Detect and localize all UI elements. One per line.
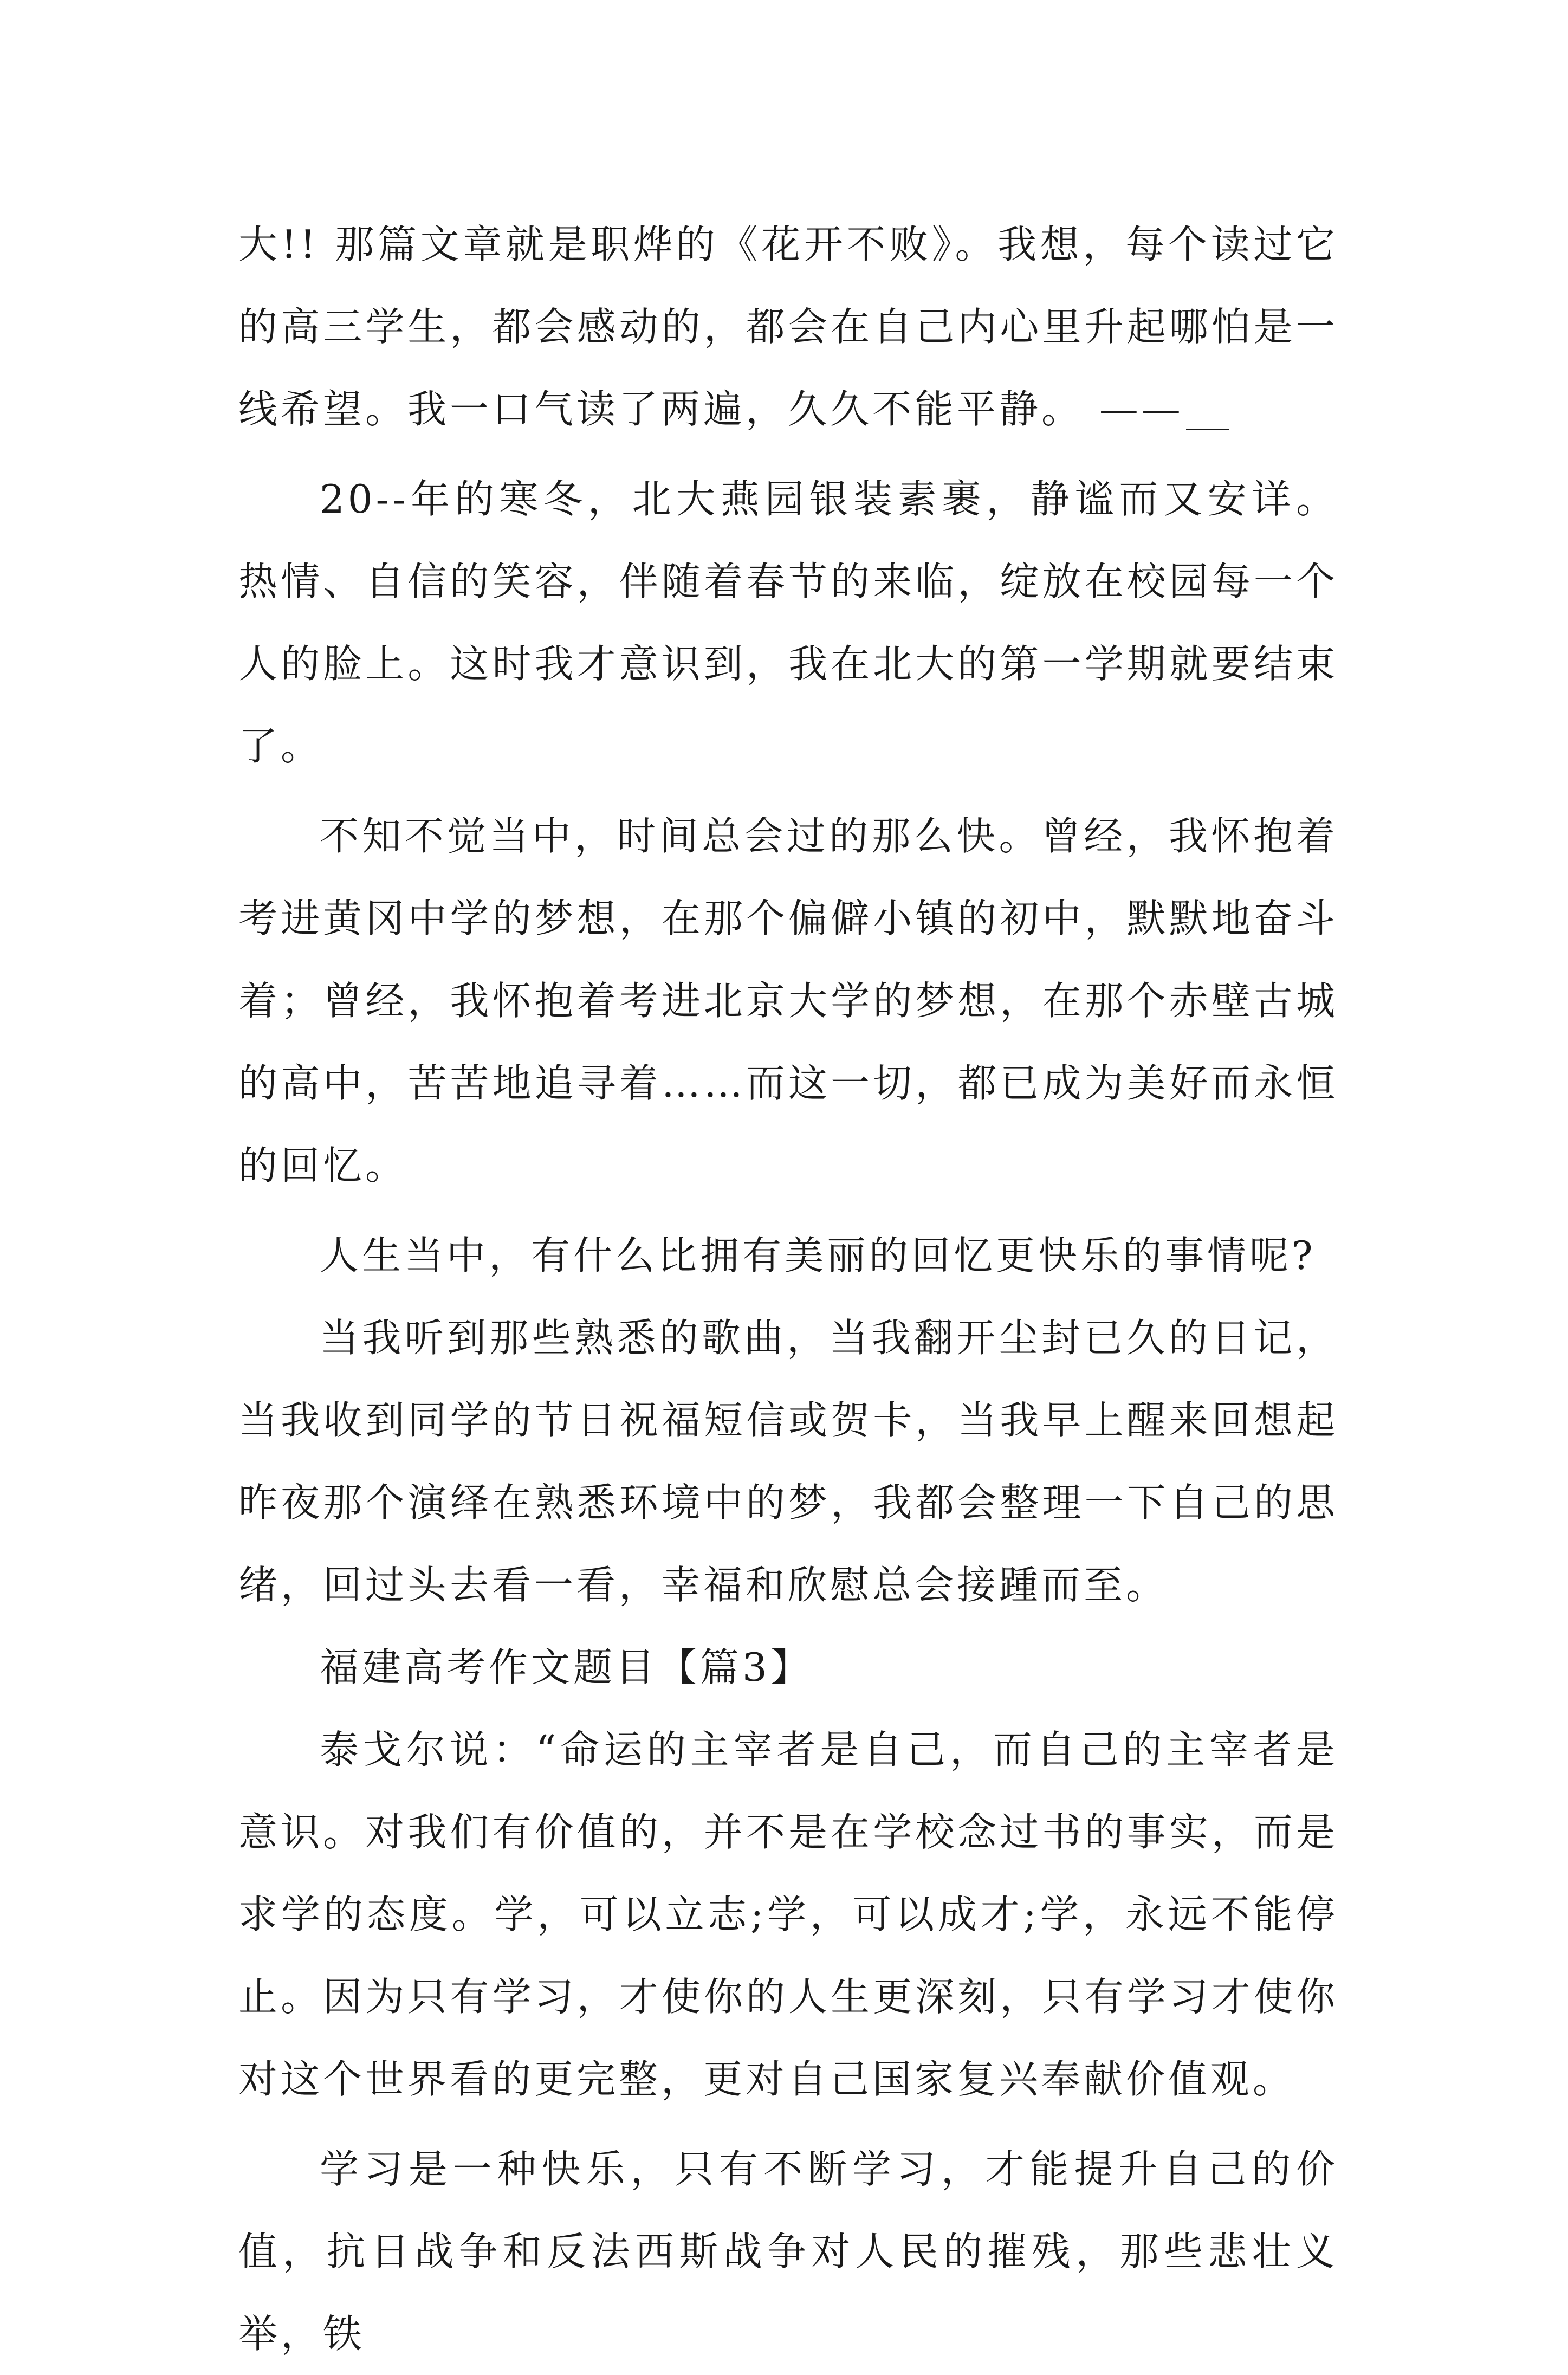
document-body	[238, 203, 1338, 2375]
trailing-underline	[1186, 429, 1229, 430]
paragraph: 20--年的寒冬，北大燕园银装素裹，静谧而又安详。热情、自信的笑容，伴随着春节的来临，绽放在校园每一个人的脸上。这时我才意识到，我在北大的第一学期就要结束了。	[238, 476, 1338, 769]
paragraph-continued	[238, 203, 1338, 450]
paragraph-text: 大!! 那篇文章就是职烨的《花开不败》。我想，每个读过它的高三学生，都会感动的，都会在自己内心里升起哪怕是一线希望。我一口气读了两遍，久久不能平静。 ——	[238, 222, 1338, 432]
paragraph: 人生当中，有什么比拥有美丽的回忆更快乐的事情呢?	[320, 1233, 1316, 1278]
paragraph: 学习是一种快乐，只有不断学习，才能提升自己的价值，抗日战争和反法西斯战争对人民的摧残，那些悲壮义举，铁	[238, 2146, 1338, 2357]
paragraph: 当我听到那些熟悉的歌曲，当我翻开尘封已久的日记，当我收到同学的节日祝福短信或贺卡，当我早上醒来回想起昨夜那个演绎在熟悉环境中的梦，我都会整理一下自己的思绪，回过头去看一看，幸福和欣慰总会接踵而至。	[238, 1315, 1338, 1608]
paragraph: 泰戈尔说：“命运的主宰者是自己，而自己的主宰者是意识。对我们有价值的，并不是在学校念过书的事实，而是求学的态度。学，可以立志;学，可以成才;学，永远不能停止。因为只有学习，才使你的人生更深刻，只有学习才使你对这个世界看的更完整，更对自己国家复兴奉献价值观。	[238, 1727, 1338, 2102]
section-heading: 福建高考作文题目【篇3】	[320, 1645, 813, 1690]
paragraph: 不知不觉当中，时间总会过的那么快。曾经，我怀抱着考进黄冈中学的梦想，在那个偏僻小镇的初中，默默地奋斗着；曾经，我怀抱着考进北京大学的梦想，在那个赤壁古城的高中，苦苦地追寻着……而这一切，都已成为美好而永恒的回忆。	[238, 813, 1338, 1188]
